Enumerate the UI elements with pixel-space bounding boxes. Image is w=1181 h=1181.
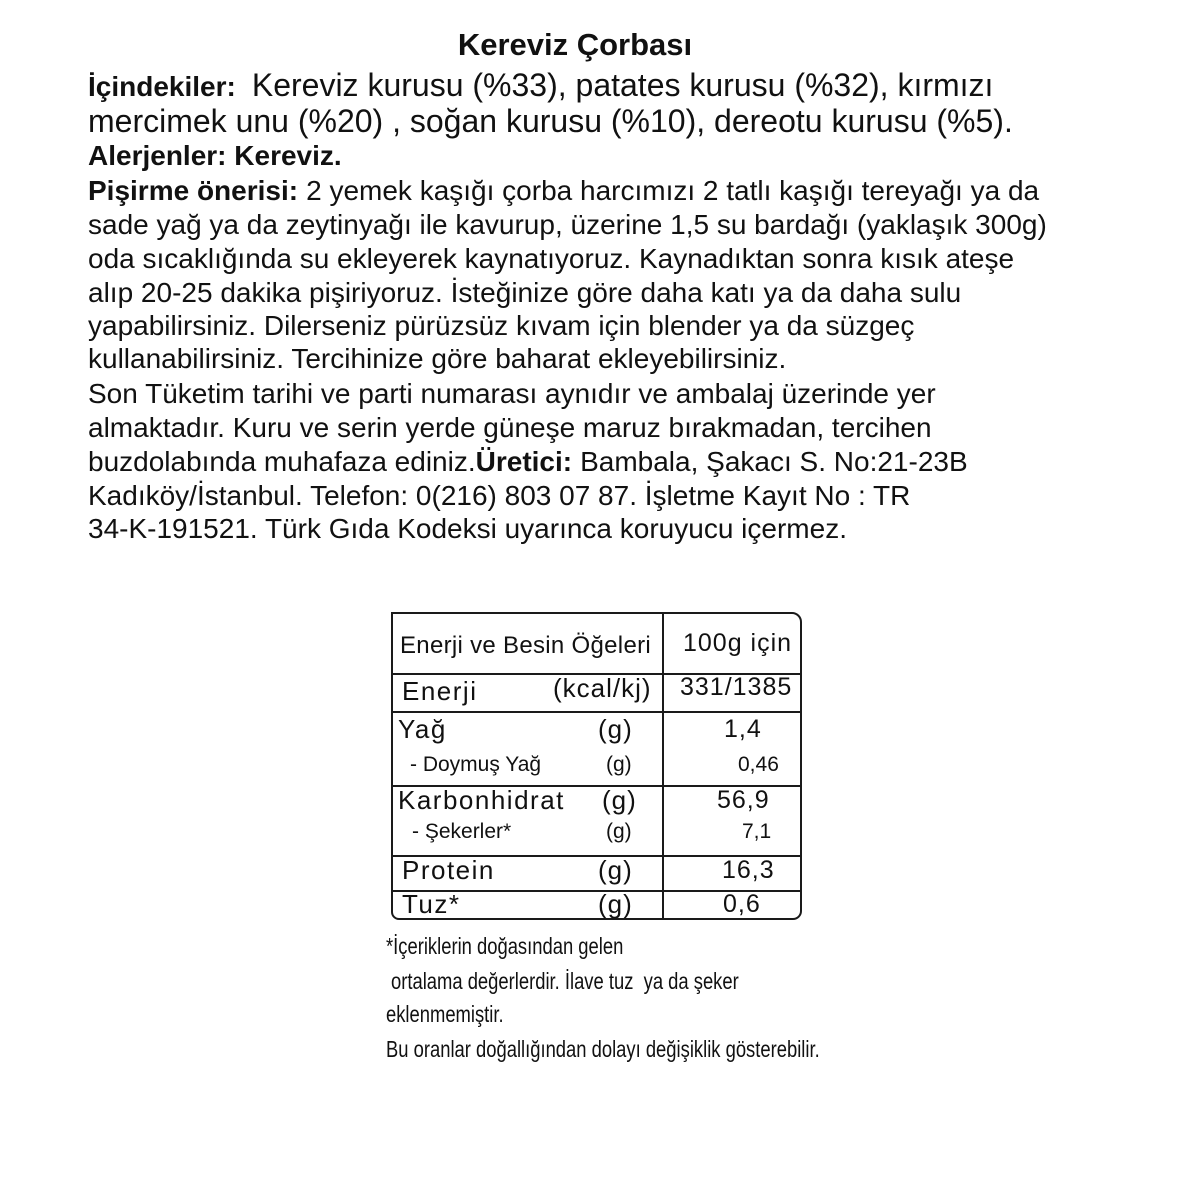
- cooking-line-3: oda sıcaklığında su ekleyerek kaynatıyoruz. Kaynadıktan sonra kısık ateşe: [88, 243, 1015, 274]
- table-divider-energy: [393, 711, 800, 713]
- ingredients-text-1: Kereviz kurusu (%33), patates kurusu (%32), kırmızı: [251, 67, 994, 103]
- row-sugars-unit: (g): [606, 820, 632, 843]
- row-salt-value: 0,6: [723, 890, 761, 918]
- row-fat-value: 1,4: [724, 715, 762, 743]
- cooking-line-5: yapabilirsiniz. Dilerseniz pürüzsüz kıvam için blender ya da süzgeç: [88, 310, 915, 341]
- row-salt-name: Tuz*: [402, 889, 461, 919]
- cooking-label: Pişirme önerisi:: [88, 175, 299, 206]
- producer-line-3: 34-K-191521. Türk Gıda Kodeksi uyarınca koruyucu içermez.: [88, 513, 847, 544]
- cooking-line-1: [88, 174, 1039, 208]
- row-protein-value: 16,3: [722, 856, 775, 884]
- producer-line-2: Kadıköy/İstanbul. Telefon: 0(216) 803 07 87. İşletme Kayıt No : TR: [88, 480, 911, 511]
- row-saturated-fat-value: 0,46: [738, 753, 779, 776]
- storage-text-3: buzdolabında muhafaza ediniz.: [88, 446, 476, 477]
- row-saturated-fat-name: - Doymuş Yağ: [410, 753, 542, 776]
- row-carbohydrate-unit: (g): [602, 785, 637, 815]
- row-salt-unit: (g): [598, 889, 633, 919]
- footnote-line-1: *İçeriklerin doğasından gelen: [386, 933, 624, 959]
- cooking-line-2: sade yağ ya da zeytinyağı ile kavurup, üzerine 1,5 su bardağı (yaklaşık 300g): [88, 209, 1047, 240]
- footnote-line-2: ortalama değerlerdir. İlave tuz ya da şeker: [391, 968, 739, 994]
- cooking-line-6: kullanabilirsiniz. Tercihinize göre baharat ekleyebilirsiniz.: [88, 343, 787, 374]
- cooking-text-1: 2 yemek kaşığı çorba harcımızı 2 tatlı kaşığı tereyağı ya da: [306, 175, 1040, 206]
- storage-producer-line: [88, 445, 968, 479]
- storage-line-1: Son Tüketim tarihi ve parti numarası aynıdır ve ambalaj üzerinde yer: [88, 378, 936, 409]
- row-energy-unit: (kcal/kj): [553, 673, 652, 703]
- nutrition-table: [391, 612, 802, 920]
- producer-text-1: Bambala, Şakacı S. No:21-23B: [580, 446, 968, 477]
- row-protein-name: Protein: [402, 855, 495, 885]
- cooking-line-4: alıp 20-25 dakika pişiriyoruz. İsteğinize göre daha katı ya da daha sulu: [88, 277, 962, 308]
- allergens-line: [88, 139, 342, 173]
- ingredients-label: İçindekiler:: [88, 71, 236, 102]
- ingredients-text-2: mercimek unu (%20) , soğan kurusu (%10), dereotu kurusu (%5).: [88, 103, 1013, 139]
- table-header-per: 100g için: [683, 629, 793, 657]
- row-saturated-fat-unit: (g): [606, 753, 632, 776]
- footnote-line-3: eklenmemiştir.: [386, 1001, 504, 1027]
- product-title: Kereviz Çorbası: [457, 27, 693, 62]
- row-fat-name: Yağ: [398, 714, 447, 744]
- row-sugars-value: 7,1: [742, 820, 772, 843]
- row-energy-name: Enerji: [402, 676, 478, 706]
- row-fat-unit: (g): [598, 714, 633, 744]
- row-sugars-name: - Şekerler*: [412, 820, 512, 843]
- table-column-divider: [662, 614, 664, 918]
- row-protein-unit: (g): [598, 855, 633, 885]
- ingredients-line-2: [88, 102, 1013, 142]
- storage-line-2: almaktadır. Kuru ve serin yerde güneşe maruz bırakmadan, tercihen: [88, 412, 932, 443]
- allergens-text: Alerjenler: Kereviz.: [88, 140, 342, 171]
- table-header-label: Enerji ve Besin Öğeleri: [400, 632, 652, 659]
- producer-label: Üretici:: [475, 446, 573, 477]
- footnote-line-4: Bu oranlar doğallığından dolayı değişiklik gösterebilir.: [386, 1036, 820, 1062]
- row-carbohydrate-value: 56,9: [717, 786, 770, 814]
- ingredients-line-1: [88, 66, 993, 106]
- row-carbohydrate-name: Karbonhidrat: [398, 785, 565, 815]
- row-energy-value: 331/1385: [680, 673, 793, 701]
